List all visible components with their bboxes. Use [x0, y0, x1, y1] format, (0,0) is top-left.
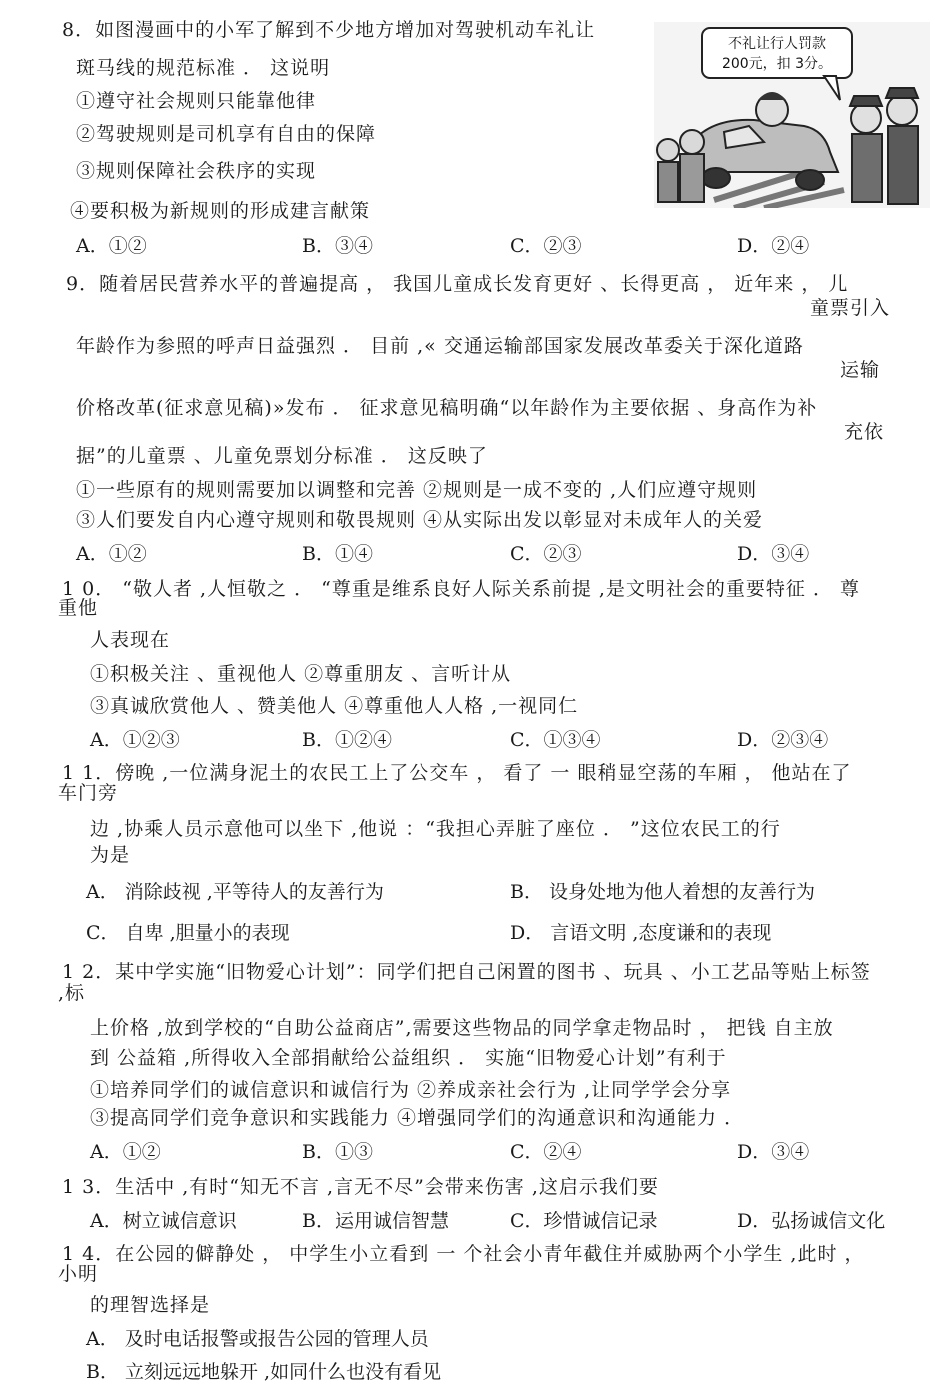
q14-stem-line1-wrap: 小明 — [58, 1263, 99, 1285]
traffic-police-cartoon — [654, 22, 930, 208]
q9-option-c: C．②③ — [510, 543, 582, 565]
q10-statements-1-2: ①积极关注 、重视他人 ②尊重朋友 、言听计从 — [90, 663, 512, 685]
q12-stem-line2: 上价格 ,放到学校的“自助公益商店”,需要这些物品的同学拿走物品时 ， 把钱 自主放 — [90, 1017, 834, 1039]
q8-option-b: B．③④ — [302, 235, 373, 257]
q8-statement-3: ③规则保障社会秩序的实现 — [76, 160, 317, 182]
q10-stem-line1: 1 0． “敬人者 ,人恒敬之 ． “尊重是维系良好人际关系前提 ,是文明社会的重要特征 ． 尊 — [62, 578, 861, 600]
q12-option-a: A．①② — [90, 1141, 161, 1163]
q8-option-a: A．①② — [76, 235, 147, 257]
q10-stem-line2: 人表现在 — [90, 629, 171, 651]
q10-option-a: A．①②③ — [90, 729, 180, 751]
q9-statements-1-2: ①一些原有的规则需要加以调整和完善 ②规则是一成不变的 ,人们应遵守规则 — [76, 479, 758, 501]
q8-statement-2: ②驾驶规则是司机享有自由的保障 — [76, 123, 377, 145]
q8-stem-line2: 斑马线的规范标准 ． 这说明 — [76, 57, 331, 79]
q10-option-d: D．②③④ — [737, 729, 829, 751]
q14-stem-line1: 1 4．在公园的僻静处 ， 中学生小立看到 一 个社会小青年截住并威胁两个小学生 ,此时 ， — [62, 1243, 865, 1265]
q9-stem-line2-wrap: 运输 — [840, 359, 881, 381]
q12-option-d: D．③④ — [737, 1141, 810, 1163]
pedestrians — [657, 130, 704, 202]
sign-line2: 200元，扣 3分。 — [721, 56, 833, 72]
q11-option-a: A． 消除歧视 ,平等待人的友善行为 — [86, 881, 384, 903]
q13-option-d: D．弘扬诚信文化 — [737, 1210, 886, 1232]
q12-option-b: B．①③ — [302, 1141, 373, 1163]
q8-option-d: D．②④ — [737, 235, 810, 257]
q13-option-c: C．珍惜诚信记录 — [510, 1210, 658, 1232]
q9-option-b: B．①④ — [302, 543, 373, 565]
q9-option-d: D．③④ — [737, 543, 810, 565]
q12-option-c: C．②④ — [510, 1141, 582, 1163]
q11-stem-line2: 边 ,协乘人员示意他可以坐下 ,他说 ：“我担心弄脏了座位 ． ”这位农民工的行 — [90, 818, 781, 840]
q8-statement-1: ①遵守社会规则只能靠他律 — [76, 90, 317, 112]
q9-stem-line3-wrap: 充依 — [844, 421, 885, 443]
q14-option-b: B． 立刻远远地躲开 ,如同什么也没有看见 — [86, 1361, 442, 1383]
q12-statements-3-4: ③提高同学们竞争意识和实践能力 ④增强同学们的沟通意识和沟通能力 ． — [90, 1107, 745, 1129]
q9-stem-line2: 年龄作为参照的呼声日益强烈 ． 目前 ,« 交通运输部国家发展改革委关于深化道路 — [76, 335, 804, 357]
q11-option-d: D． 言语文明 ,态度谦和的表现 — [510, 922, 772, 944]
sign-line1: 不礼让行人罚款 — [728, 36, 826, 52]
q10-option-c: C．①③④ — [510, 729, 601, 751]
q11-stem-line1: 1 1．傍晚 ,一位满身泥土的农民工上了公交车 ， 看了 一 眼稍显空荡的车厢 ， 他站在了 — [62, 762, 852, 784]
q14-option-a: A． 及时电话报警或报告公园的管理人员 — [86, 1328, 429, 1350]
q9-stem-line4: 据”的儿童票 、儿童免票划分标准 ． 这反映了 — [76, 445, 488, 467]
q14-stem-line2: 的理智选择是 — [90, 1294, 211, 1316]
q11-stem-line3: 为是 — [90, 844, 131, 866]
q10-statements-3-4: ③真诚欣赏他人 、赞美他人 ④尊重他人人格 ,一视同仁 — [90, 695, 579, 717]
q9-stem-line1-wrap: 童票引入 — [810, 297, 891, 319]
q8-stem-line1: 8．如图漫画中的小军了解到不少地方增加对驾驶机动车礼让 — [62, 19, 596, 41]
q12-stem-line3: 到 公益箱 ,所得收入全部捐献给公益组织 ． 实施“旧物爱心计划”有利于 — [90, 1047, 727, 1069]
q9-statements-3-4: ③人们要发自内心遵守规则和敬畏规则 ④从实际出发以彰显对未成年人的关爱 — [76, 509, 764, 531]
q13-option-b: B．运用诚信智慧 — [302, 1210, 449, 1232]
q12-stem-line1-wrap: ,标 — [58, 982, 86, 1004]
q9-stem-line3: 价格改革(征求意见稿)»发布 ． 征求意见稿明确“以年龄作为主要依据 、身高作为补 — [76, 397, 818, 419]
q12-statements-1-2: ①培养同学们的诚信意识和诚信行为 ②养成亲社会行为 ,让同学学会分享 — [90, 1079, 732, 1101]
q10-option-b: B．①②④ — [302, 729, 392, 751]
q12-stem-line1: 1 2．某中学实施“旧物爱心计划”：同学们把自己闲置的图书 、玩具 、小工艺品等贴上标签 — [62, 961, 871, 983]
q8-option-c: C．②③ — [510, 235, 582, 257]
q10-stem-line1-wrap: 重他 — [58, 597, 99, 619]
q13-option-a: A．树立诚信意识 — [90, 1210, 237, 1232]
q11-option-b: B． 设身处地为他人着想的友善行为 — [510, 881, 816, 903]
q11-option-c: C． 自卑 ,胆量小的表现 — [86, 922, 290, 944]
q13-stem-line1: 1 3．生活中 ,有时“知无不言 ,言无不尽”会带来伤害 ,这启示我们要 — [62, 1176, 659, 1198]
q9-option-a: A．①② — [76, 543, 147, 565]
q8-statement-4: ④要积极为新规则的形成建言献策 — [70, 200, 371, 222]
q11-stem-line1-wrap: 车门旁 — [58, 782, 119, 804]
q9-stem-line1: 9．随着居民营养水平的普遍提高 ， 我国儿童成长发育更好 、长得更高 ， 近年来 ， 儿 — [66, 273, 849, 295]
